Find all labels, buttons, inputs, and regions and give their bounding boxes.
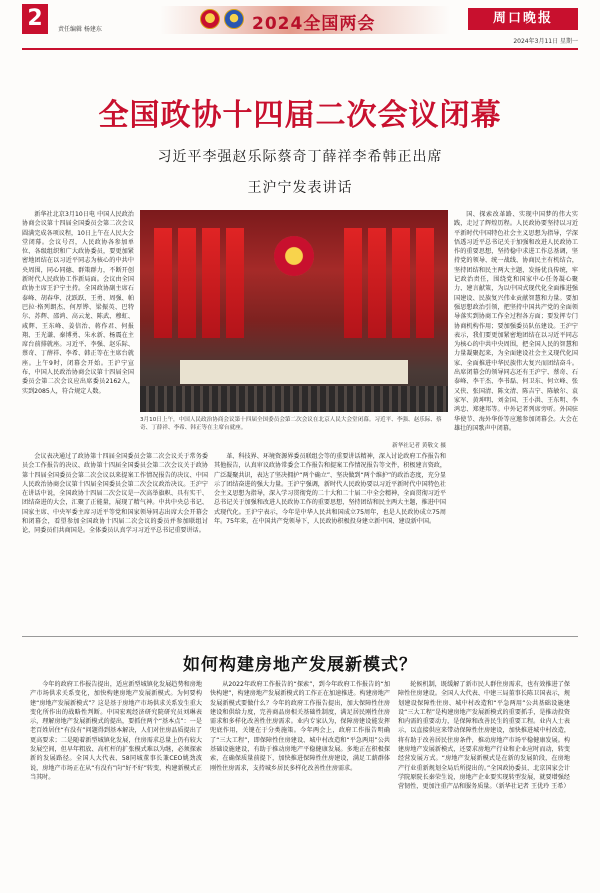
header-rule [22, 48, 578, 50]
article-column-right [454, 210, 578, 580]
article-text: 会议表决通过了政协第十四届全国委员会第二次会议关于常务委员会工作报告的决议、政协第十四届全国委员会第二次会议关于政协第十四届全国委员会第二次会议以来提案工作情况报告的决议、中国人民政治协商会议第十四届全国委员会第二次会议政治决议。王沪宁在讲话中说，全国政协十四届二次会议是一次高举旗帜、具有实干、团结奋进的大会，汇聚了正能量，展现了精气神。中共中央总书记、国家主席、中央军委主席习近平等党和国家领导同志出席大会开幕会和闭幕会，看望参加全国政协十四届二次会议的委员并参加联组讨论，同委员们共商国是。全体委员认真学习习近平总书记重要讲话。 [22, 453, 208, 535]
article-column-lower-left [22, 452, 208, 632]
main-headline: 全国政协十四届二次会议闭幕 [98, 98, 502, 133]
red-flag-icon [368, 228, 386, 338]
feature-headline: 如何构建房地产发展新模式？ [183, 655, 417, 675]
audience-rows [140, 386, 448, 412]
national-emblem-icon [200, 9, 220, 29]
red-flag-icon [226, 228, 244, 338]
editor-credit: 责任编辑 杨建东 [58, 26, 102, 33]
article-text: 新华社北京3月10日电 中国人民政治协商会议第十四届全国委员会第二次会议圆满完成各项议程，10日上午在人民大会堂闭幕。会议号召，人民政协各参加单位、各级组织和广大政协委员，要更加紧密地团结在以习近平同志为核心的中共中央周围，同心同德、群策群力，不断开创新时代人民政协工作新局面。会议由全国政协主席王沪宁主持。全国政协副主席石泰峰、胡春华、沈跃跃、王勇、周强、帕巴拉·格列朗杰、何厚铧、梁振英、巴特尔、苏辉、邵鸿、高云龙、陈武、穆虹、咸辉、王东峰、姜信治、蒋作君、何报翔、王光谦、秦博勇、朱永新、杨震在主席台前排就座。习近平、李强、赵乐际、蔡奇、丁薛祥、李希、韩正等在主席台就座。上午9时，闭幕会开始。王沪宁宣布，中国人民政治协商会议第十四届全国委员会第二次会议应出席委员2162人，实到2085人，符合规定人数。 [22, 211, 134, 395]
red-flag-icon [392, 228, 410, 338]
two-sessions-banner [160, 6, 450, 34]
subheadline-secondary: 王沪宁发表讲话 [247, 180, 353, 196]
photo-credit: 新华社记者 黄敬文 摄 [392, 443, 446, 449]
photo-caption: 3月10日上午，中国人民政治协商会议第十四届全国委员会第二次会议在北京人民大会堂闭幕。习近平、李强、赵乐际、蔡奇、丁薛祥、李希、韩正等在主席台就座。 [140, 417, 442, 431]
newspaper-logo: 周口晚报 [468, 8, 578, 30]
banner-title: 2024全国两会 [252, 14, 376, 34]
feature-column-2 [210, 680, 390, 880]
issue-date: 2024年3月11日 星期一 [513, 38, 578, 45]
cppcc-stage-emblem-icon [274, 236, 314, 276]
masthead [0, 0, 600, 56]
feature-column-1 [30, 680, 202, 880]
article-column-lower-middle [214, 452, 446, 632]
section-divider [22, 636, 578, 637]
page-number: 2 [22, 4, 48, 34]
article-text: 国、探索改革路、实现中国梦的伟大实践，走过了辉煌历程。人民政协要坚持以习近平新时代中国特色社会主义思想为指导，学深悟透习近平总书记关于加强和改进人民政协工作的重要思想，坚持稳中求进工作总基调，坚持党的领导、统一战线、协商民主有机结合，坚持团结和民主两大主题，发扬优良传统，牢记政治责任，围绕党和国家中心任务凝心聚力、建言献策，为以中国式现代化全面推进强国建设、民族复兴伟业贡献智慧和力量。要加强思想政治引领，把坚持中国共产党的全面领导落实到协商工作全过程各方面；要发挥专门协商机构作用；要加强委员队伍建设。王沪宁表示，我们要更加紧密地团结在以习近平同志为核心的中共中央周围，把全国人民的智慧和力量凝聚起来，为全面建设社会主义现代化国家、全面推进中华民族伟大复兴而团结奋斗。出席闭幕会的领导同志还有王沪宁、蔡奇、石泰峰、李干杰、李书磊、何卫东、何立峰、张又侠、张国清、陈文清、陈吉宁、陈敏尔、袁家军、黄坤明、刘金国、王小洪、王东明、李鸿忠、郑建邦等。中外记者列席旁听。外国驻华使节、海外华侨等应邀参加闭幕会。大会在雄壮的国歌声中闭幕。 [454, 211, 578, 432]
feature-text: 轮候机制，既缓解了新市民人群住房需求，也有效推进了保障性住房建设。全国人大代表、中建三局董事长陈卫国表示，规划建设保障性住房、城中村改造和“平急两用”公共基础设施建设“三大工程”是构建房地产发展新模式的重要抓手，是推动投资和内需的重要动力，是保障和改善民生的重要工程。业内人士表示，以直接供应来带动保障性住房建设，加快推进城中村改造，将有助于改善居民住房条件，推动房地产市场平稳健康发展。构建房地产发展新模式，还要求房地产行业和企业应时而动，转变经营发展方式。“房地产发展新模式是在新的发展阶段，在房地产行业重新规划全局后所提出的。”全国政协委员、北京国家会计学院原院长秦荣生说，房地产企业要实现转型发展，就要增强经营韧性，更加注重产品和服务质量。（新华社记者 王优玲 王希） [398, 681, 570, 791]
article-column-left [22, 210, 134, 450]
red-flag-icon [344, 228, 362, 338]
red-flag-icon [178, 228, 196, 338]
feature-text: 今年的政府工作报告提出，适应新型城镇化发展趋势和房地产市场供求关系变化，加快构建房地产发展新模式。为何要构建“房地产发展新模式”？这是基于房地产市场供求关系发生重大变化所作出的战略性判断。中国宏观经济研究院研究员刘琳表示，理解房地产发展新模式的提出，要抓住两个“基本点”：一是老百姓居住“有没有”问题得到基本解决，人们对住房品质提出了更高要求；二是随着新型城镇化发展，住房需求总量上仍有较大发展空间，但早年粗放、高杠杆的扩张模式难以为继，必须探索新的发展路径。全国人大代表、58同城董事长兼CEO姚劲波说，房地产市场正在从“有没有”向“好不好”转变，构建新模式正当其时。 [30, 681, 202, 781]
subheadline: 习近平李强赵乐际蔡奇丁薛祥李希韩正出席 [157, 149, 443, 165]
feature-text: 从2022年政府工作报告的“探索”，到今年政府工作报告的“加快构建”，构建房地产发展新模式的工作正在加速推进。构建房地产发展新模式要做什么？今年的政府工作报告提出，加大保障性住房建设和供给力度，完善商品房相关基础性制度，满足居民刚性住房需求和多样化改善性住房需求。业内专家认为，保障房建设能发挥兜底作用，关键在于分类施策。今年两会上，政府工作报告明确了“三大工程”，即保障性住房建设、城中村改造和“平急两用”公共基础设施建设，有助于推动房地产平稳健康发展。多地正在积极探索，在确保质量前提下，加快推进保障性住房建设，满足工薪群体刚性住房需求，支持城乡居民多样化改善性住房需求。 [210, 681, 390, 772]
presidium-dais [180, 360, 408, 384]
cppcc-emblem-icon [224, 9, 244, 29]
feature-column-3 [398, 680, 570, 880]
red-flag-icon [154, 228, 172, 338]
news-photo [140, 210, 448, 412]
article-text: 革、科技界、环境资源界委员联组会等的重要讲话精神，深入讨论政府工作报告和其他报告，认真审议政协常委会工作报告和提案工作情况报告等文件，积极建言资政，广泛凝聚共识，表达了坚决拥护“两个确立”、坚决做到“两个维护”的政治态度，充分显示了团结奋进的强大力量。王沪宁强调，新时代人民政协要以习近平新时代中国特色社会主义思想为指导，深入学习贯彻党的二十大和二十届二中全会精神，全面贯彻习近平总书记关于加强和改进人民政协工作的重要思想，坚持团结和民主两大主题，推进中国式现代化。王沪宁表示，今年是中华人民共和国成立75周年，也是人民政协成立75周年。75年来，在中国共产党领导下，人民政协积极投身建立新中国、建设新中国。 [214, 453, 446, 526]
red-flag-icon [202, 228, 220, 338]
red-flag-icon [416, 228, 434, 338]
